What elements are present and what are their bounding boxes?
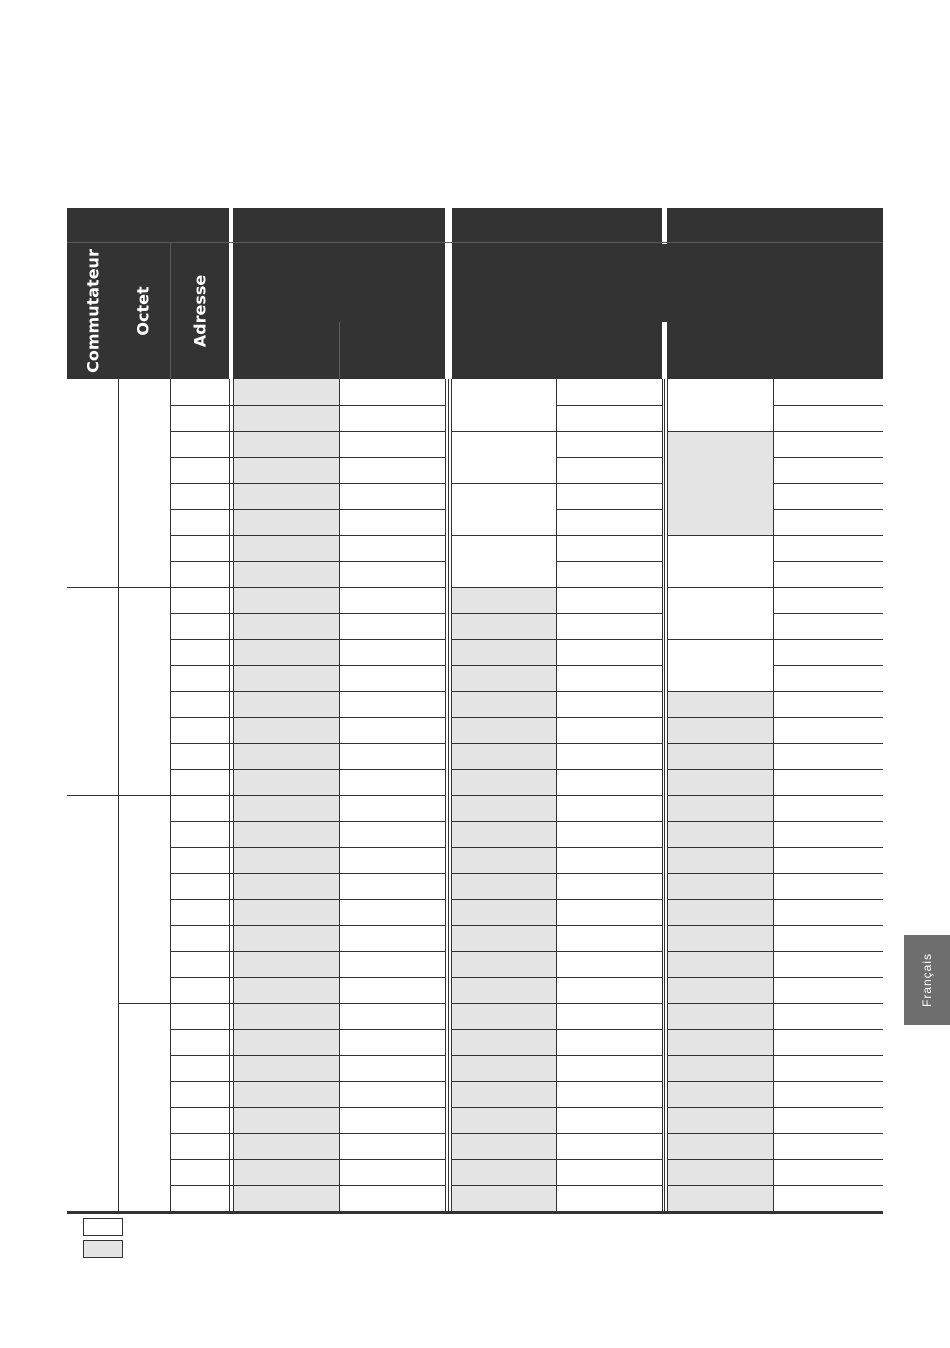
cell-divider [452, 743, 556, 744]
cell-divider [452, 717, 556, 718]
cell-divider [452, 1003, 556, 1004]
row-divider [556, 1003, 662, 1004]
switch-column-header: Commutateur [83, 249, 103, 373]
row-divider [556, 665, 662, 666]
cell-divider [452, 535, 556, 536]
cell-divider [452, 925, 556, 926]
row-divider [773, 873, 883, 874]
shaded-cell-block [668, 431, 773, 535]
row-divider [556, 821, 662, 822]
row-divider [556, 1133, 662, 1134]
row-divider [556, 639, 662, 640]
row-divider [773, 1133, 883, 1134]
row-divider [170, 847, 445, 848]
octet-divider [118, 795, 170, 796]
row-divider [556, 1107, 662, 1108]
column-divider [229, 379, 230, 1211]
row-divider [170, 1081, 445, 1082]
row-divider [170, 639, 445, 640]
row-divider [773, 1081, 883, 1082]
cell-divider [668, 535, 773, 536]
row-divider [556, 535, 662, 536]
column-divider [339, 379, 340, 1211]
row-divider [773, 431, 883, 432]
row-divider [773, 821, 883, 822]
cell-divider [668, 691, 773, 692]
row-divider [170, 951, 445, 952]
cell-divider [452, 613, 556, 614]
row-divider [773, 691, 883, 692]
cell-divider [668, 925, 773, 926]
row-divider [556, 1029, 662, 1030]
row-divider [170, 1133, 445, 1134]
column-divider [664, 379, 665, 1211]
cell-divider [452, 1133, 556, 1134]
row-divider [556, 691, 662, 692]
row-divider [170, 509, 445, 510]
row-divider [773, 665, 883, 666]
row-divider [170, 691, 445, 692]
cell-divider [668, 1185, 773, 1186]
row-divider [170, 925, 445, 926]
row-divider [170, 613, 445, 614]
legend-gray-box [83, 1240, 123, 1258]
row-divider [773, 717, 883, 718]
header-bottom-divider [662, 322, 667, 379]
row-divider [170, 1029, 445, 1030]
cell-divider [452, 769, 556, 770]
row-divider [170, 405, 445, 406]
row-divider [556, 847, 662, 848]
row-divider [170, 483, 445, 484]
cell-divider [668, 1029, 773, 1030]
row-divider [170, 899, 445, 900]
header-row-separator [67, 242, 883, 243]
row-divider [773, 1029, 883, 1030]
column-divider [773, 379, 774, 1211]
column-divider [233, 379, 234, 1211]
legend-white-box [83, 1218, 123, 1236]
row-divider [773, 587, 883, 588]
row-divider [556, 613, 662, 614]
row-divider [556, 1081, 662, 1082]
column-divider [667, 379, 668, 1211]
cell-divider [452, 1055, 556, 1056]
cell-divider [452, 1107, 556, 1108]
cell-divider [668, 1003, 773, 1004]
row-divider [170, 1159, 445, 1160]
row-divider [170, 821, 445, 822]
cell-divider [452, 665, 556, 666]
row-divider [556, 587, 662, 588]
row-divider [773, 1055, 883, 1056]
row-divider [773, 639, 883, 640]
cell-divider [668, 1159, 773, 1160]
row-divider [773, 457, 883, 458]
row-divider [170, 717, 445, 718]
header-block-group-2 [452, 208, 883, 379]
row-divider [773, 1185, 883, 1186]
header-col-separator-sub [339, 322, 340, 379]
octet-divider [118, 587, 170, 588]
row-divider [170, 587, 445, 588]
row-divider [773, 951, 883, 952]
row-divider [556, 769, 662, 770]
row-divider [170, 535, 445, 536]
language-tab[interactable] [904, 935, 950, 1025]
row-divider [773, 977, 883, 978]
column-divider [662, 379, 663, 1211]
row-divider [773, 535, 883, 536]
cell-divider [452, 873, 556, 874]
row-divider [170, 431, 445, 432]
row-divider [170, 873, 445, 874]
octet-divider [118, 1003, 170, 1004]
cell-divider [452, 1159, 556, 1160]
row-divider [170, 1107, 445, 1108]
cell-divider [668, 821, 773, 822]
row-divider [773, 561, 883, 562]
row-divider [773, 743, 883, 744]
cell-divider [668, 1133, 773, 1134]
address-column-header: Adresse [190, 274, 210, 348]
row-divider [773, 899, 883, 900]
cell-divider [668, 1081, 773, 1082]
row-divider [556, 873, 662, 874]
row-divider [773, 925, 883, 926]
row-divider [170, 977, 445, 978]
row-divider [170, 769, 445, 770]
cell-divider [668, 847, 773, 848]
row-divider [773, 509, 883, 510]
row-divider [170, 1185, 445, 1186]
row-divider [773, 483, 883, 484]
cell-divider [452, 639, 556, 640]
cell-divider [668, 899, 773, 900]
row-divider [556, 483, 662, 484]
row-divider [556, 431, 662, 432]
row-divider [556, 977, 662, 978]
cell-divider [452, 847, 556, 848]
row-divider [773, 769, 883, 770]
cell-divider [452, 1185, 556, 1186]
row-divider [170, 795, 445, 796]
row-divider [773, 405, 883, 406]
column-divider [556, 379, 557, 1211]
row-divider [556, 561, 662, 562]
row-divider [170, 743, 445, 744]
cell-divider [452, 821, 556, 822]
cell-divider [668, 977, 773, 978]
cell-divider [452, 691, 556, 692]
row-divider [170, 1003, 445, 1004]
cell-divider [668, 1055, 773, 1056]
column-divider [118, 379, 119, 1211]
octet-column-header: Octet [133, 286, 153, 336]
row-divider [556, 509, 662, 510]
switch-divider [67, 587, 118, 588]
cell-divider [452, 795, 556, 796]
row-divider [170, 665, 445, 666]
language-tab-label: Français [920, 952, 934, 1008]
cell-divider [452, 1029, 556, 1030]
cell-divider [452, 977, 556, 978]
row-divider [170, 457, 445, 458]
row-divider [773, 795, 883, 796]
cell-divider [668, 717, 773, 718]
cell-divider [668, 951, 773, 952]
cell-divider [668, 873, 773, 874]
row-divider [556, 1185, 662, 1186]
cell-divider [668, 769, 773, 770]
cell-divider [452, 431, 556, 432]
cell-divider [452, 587, 556, 588]
row-divider [556, 1055, 662, 1056]
row-divider [556, 1159, 662, 1160]
cell-divider [668, 587, 773, 588]
cell-divider [452, 951, 556, 952]
row-divider [556, 925, 662, 926]
row-divider [170, 561, 445, 562]
row-divider [556, 717, 662, 718]
switch-divider [67, 795, 118, 796]
row-divider [773, 847, 883, 848]
row-divider [773, 613, 883, 614]
cell-divider [668, 743, 773, 744]
cell-divider [668, 1107, 773, 1108]
row-divider [170, 1055, 445, 1056]
row-divider [556, 899, 662, 900]
row-divider [556, 743, 662, 744]
table-bottom-rule [67, 1211, 883, 1214]
column-divider [170, 379, 171, 1211]
header-col-separator-octet [170, 243, 171, 379]
cell-divider [452, 483, 556, 484]
row-divider [773, 1003, 883, 1004]
row-divider [773, 1159, 883, 1160]
cell-divider [668, 795, 773, 796]
column-divider [448, 379, 449, 1211]
row-divider [556, 405, 662, 406]
row-divider [773, 1107, 883, 1108]
cell-divider [668, 639, 773, 640]
column-divider [445, 379, 446, 1211]
header-top-divider [662, 208, 667, 244]
cell-divider [452, 899, 556, 900]
row-divider [556, 951, 662, 952]
cell-divider [452, 1081, 556, 1082]
row-divider [556, 795, 662, 796]
column-divider [451, 379, 452, 1211]
row-divider [556, 457, 662, 458]
cell-divider [668, 431, 773, 432]
